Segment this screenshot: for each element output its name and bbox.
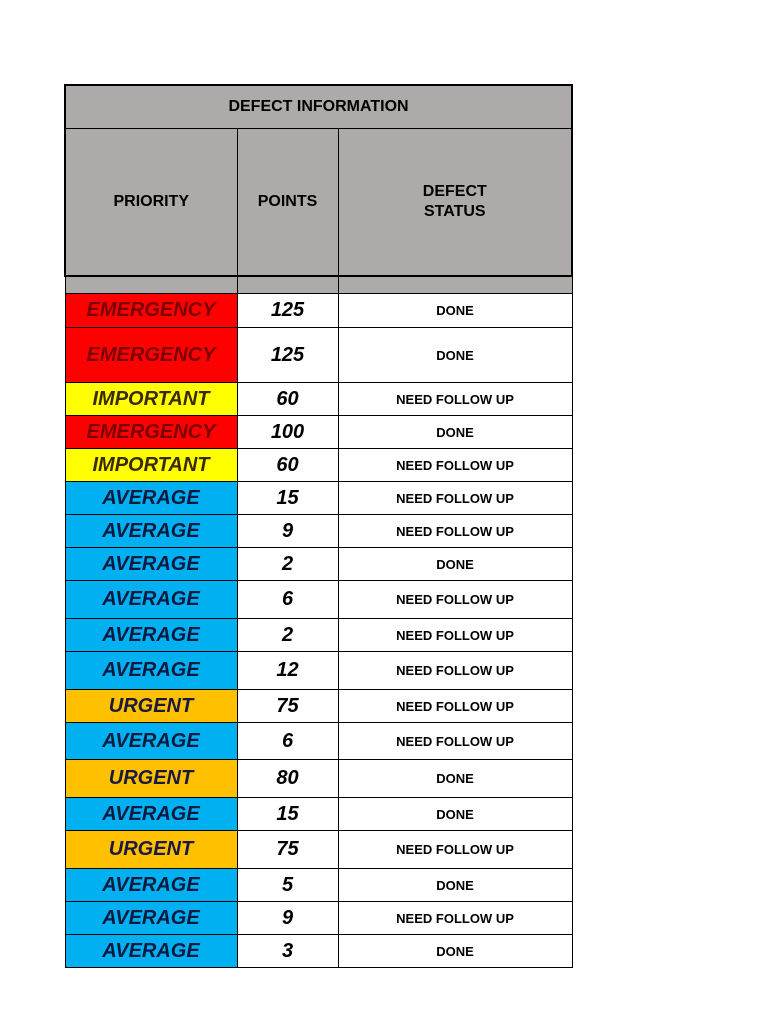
- status-cell: DONE: [338, 294, 572, 328]
- points-cell: 125: [237, 294, 338, 328]
- points-cell: 100: [237, 416, 338, 449]
- table-row: [65, 449, 572, 482]
- status-cell: NEED FOLLOW UP: [338, 652, 572, 690]
- priority-cell: URGENT: [65, 831, 237, 869]
- points-cell: 2: [237, 619, 338, 652]
- points-cell: 125: [237, 328, 338, 383]
- status-cell: DONE: [338, 548, 572, 581]
- priority-cell: URGENT: [65, 760, 237, 798]
- table-row: [65, 619, 572, 652]
- status-cell: NEED FOLLOW UP: [338, 831, 572, 869]
- points-cell: 15: [237, 482, 338, 515]
- status-cell: NEED FOLLOW UP: [338, 449, 572, 482]
- priority-cell: EMERGENCY: [65, 328, 237, 383]
- points-cell: 6: [237, 723, 338, 760]
- status-cell: NEED FOLLOW UP: [338, 902, 572, 935]
- title-row: [65, 85, 572, 129]
- priority-cell: EMERGENCY: [65, 416, 237, 449]
- priority-column-header: PRIORITY: [65, 129, 237, 277]
- status-header-line-1: DEFECT: [422, 183, 487, 200]
- status-cell: NEED FOLLOW UP: [338, 723, 572, 760]
- status-cell: NEED FOLLOW UP: [338, 690, 572, 723]
- table-row: [65, 383, 572, 416]
- points-cell: 6: [237, 581, 338, 619]
- priority-cell: URGENT: [65, 690, 237, 723]
- priority-cell: EMERGENCY: [65, 294, 237, 328]
- priority-cell: AVERAGE: [65, 581, 237, 619]
- priority-cell: AVERAGE: [65, 548, 237, 581]
- table-row: [65, 482, 572, 515]
- points-cell: 15: [237, 798, 338, 831]
- status-cell: NEED FOLLOW UP: [338, 581, 572, 619]
- priority-cell: AVERAGE: [65, 902, 237, 935]
- column-header-row: [65, 129, 572, 277]
- status-cell: DONE: [338, 869, 572, 902]
- status-cell: DONE: [338, 416, 572, 449]
- priority-cell: AVERAGE: [65, 798, 237, 831]
- points-cell: 80: [237, 760, 338, 798]
- table-row: [65, 760, 572, 798]
- table-row: [65, 935, 572, 968]
- priority-cell: AVERAGE: [65, 515, 237, 548]
- priority-cell: AVERAGE: [65, 869, 237, 902]
- table-row: [65, 548, 572, 581]
- defect-table-body: [65, 85, 572, 968]
- table-row: [65, 294, 572, 328]
- priority-cell: AVERAGE: [65, 619, 237, 652]
- table-row: [65, 416, 572, 449]
- priority-cell: IMPORTANT: [65, 449, 237, 482]
- points-cell: 9: [237, 515, 338, 548]
- points-cell: 75: [237, 831, 338, 869]
- spacer-cell: [338, 276, 572, 294]
- table-row: [65, 581, 572, 619]
- points-cell: 3: [237, 935, 338, 968]
- priority-cell: AVERAGE: [65, 935, 237, 968]
- status-cell: DONE: [338, 760, 572, 798]
- table-row: [65, 723, 572, 760]
- table-row: [65, 869, 572, 902]
- table-row: [65, 690, 572, 723]
- priority-cell: AVERAGE: [65, 652, 237, 690]
- status-cell: NEED FOLLOW UP: [338, 383, 572, 416]
- status-cell: DONE: [338, 328, 572, 383]
- status-cell: NEED FOLLOW UP: [338, 515, 572, 548]
- table-title: DEFECT INFORMATION: [65, 85, 572, 129]
- points-cell: 60: [237, 383, 338, 416]
- points-cell: 12: [237, 652, 338, 690]
- defect-table: [64, 84, 573, 968]
- table-row: [65, 798, 572, 831]
- status-cell: NEED FOLLOW UP: [338, 482, 572, 515]
- priority-cell: AVERAGE: [65, 482, 237, 515]
- header-spacer-row: [65, 276, 572, 294]
- spacer-cell: [237, 276, 338, 294]
- status-cell: NEED FOLLOW UP: [338, 619, 572, 652]
- table-row: [65, 902, 572, 935]
- points-cell: 2: [237, 548, 338, 581]
- table-row: [65, 831, 572, 869]
- spacer-cell: [65, 276, 237, 294]
- priority-cell: AVERAGE: [65, 723, 237, 760]
- status-cell: DONE: [338, 798, 572, 831]
- table-row: [65, 652, 572, 690]
- points-cell: 75: [237, 690, 338, 723]
- points-column-header: POINTS: [237, 129, 338, 277]
- points-cell: 9: [237, 902, 338, 935]
- status-header-line-2: STATUS: [423, 203, 486, 220]
- points-cell: 60: [237, 449, 338, 482]
- table-row: [65, 328, 572, 383]
- table-row: [65, 515, 572, 548]
- points-cell: 5: [237, 869, 338, 902]
- defect-status-column-header: [338, 129, 572, 277]
- defect-sheet: [64, 84, 571, 968]
- priority-cell: IMPORTANT: [65, 383, 237, 416]
- status-cell: DONE: [338, 935, 572, 968]
